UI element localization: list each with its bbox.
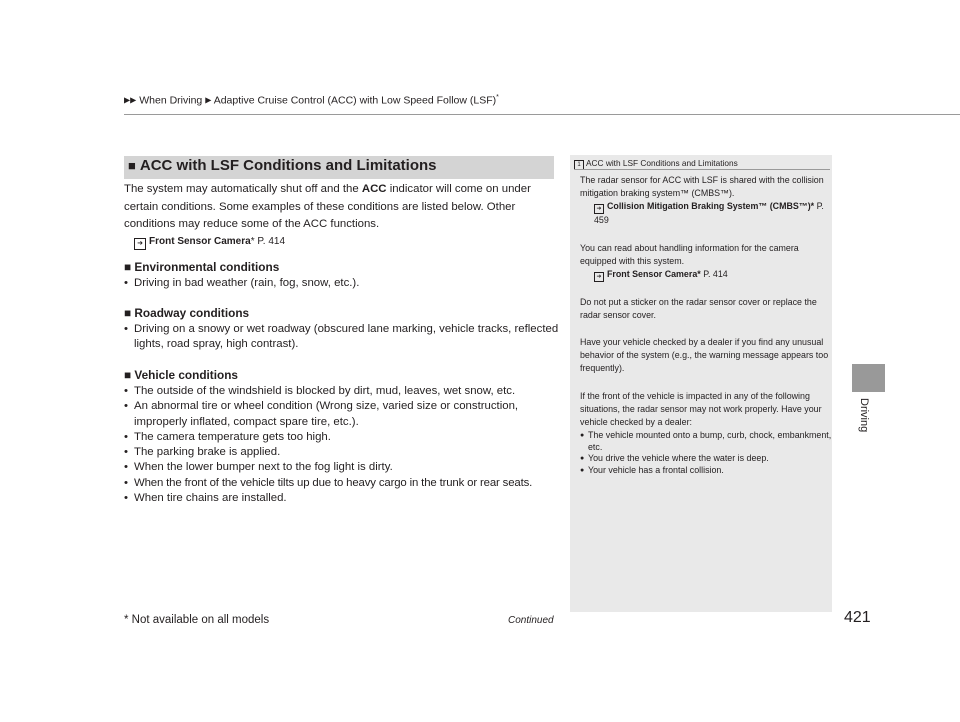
list-item: • When tire chains are installed. — [124, 491, 560, 506]
subheading-roadway: ■ Roadway conditions — [124, 306, 250, 320]
breadcrumb-asterisk: * — [496, 94, 499, 101]
subheading-text: Roadway conditions — [134, 306, 250, 320]
sidebar-paragraph: The radar sensor for ACC with LSF is shared with the collision mitigation braking system™ (CMBS™). — [580, 175, 824, 198]
list-item: ● You drive the vehicle where the water is deep. — [580, 453, 832, 465]
chapter-tab[interactable] — [852, 364, 885, 392]
front-sensor-camera-link[interactable] — [134, 236, 285, 250]
sidebar-divider — [574, 169, 830, 170]
section-title-text: ACC with LSF Conditions and Limitations — [139, 157, 437, 174]
list-item: ● Your vehicle has a frontal collision. — [580, 465, 832, 477]
section-title — [128, 157, 437, 174]
breadcrumb-arrow-icon: ▶ — [205, 95, 212, 105]
reference-arrow-icon: ➜ — [134, 238, 146, 250]
reference-arrow-icon: ➜ — [594, 272, 604, 282]
subheading-text: Environmental conditions — [134, 260, 280, 274]
breadcrumb — [124, 94, 499, 107]
roadway-list — [124, 322, 560, 353]
intro-paragraph — [124, 181, 554, 234]
environmental-list — [124, 276, 560, 291]
reference-asterisk: * — [250, 236, 255, 247]
list-item: • Driving in bad weather (rain, fog, snow, etc.). — [124, 276, 560, 291]
note-marker-icon: 1 — [574, 160, 584, 170]
vehicle-list — [124, 384, 560, 506]
list-item: • The camera temperature gets too high. — [124, 430, 560, 445]
reference-arrow-icon: ➜ — [594, 204, 604, 214]
sidebar-paragraph: Do not put a sticker on the radar sensor cover or replace the radar sensor cover. — [580, 297, 817, 320]
list-item: ● The vehicle mounted onto a bump, curb, chock, embankment, etc. — [580, 430, 832, 453]
list-item: • When the lower bumper next to the fog light is dirty. — [124, 460, 560, 475]
list-item: • Driving on a snowy or wet roadway (obscured lane marking, vehicle tracks, reflected lights, road spray, high contrast). — [124, 322, 560, 353]
sidebar-paragraph: You can read about handling information for the camera equipped with this system. — [580, 243, 799, 266]
breadcrumb-arrow-icon: ▶▶ — [124, 95, 137, 105]
page-number: 421 — [844, 609, 871, 626]
header-divider — [124, 114, 960, 115]
subheading-environmental: ■ Environmental conditions — [124, 260, 280, 274]
front-sensor-camera-link[interactable] — [580, 268, 728, 282]
breadcrumb-item-acc[interactable]: Adaptive Cruise Control (ACC) with Low Speed Follow (LSF) — [213, 94, 497, 107]
reference-page: P. 414 — [700, 269, 728, 279]
reference-label: Front Sensor Camera — [607, 269, 698, 279]
sidebar-paragraph: Have your vehicle checked by a dealer if you find any unusual behavior of the system (e.g., the warning message appears too frequently). — [580, 337, 829, 373]
acc-indicator-label: ACC — [361, 183, 387, 195]
footnote: * Not available on all models — [124, 614, 270, 626]
chapter-tab-label: Driving — [858, 398, 870, 433]
intro-text-continued: indicator will come on under certain conditions. Some examples of these conditions are listed below. Other conditions may reduce some of the ACC functions. — [124, 183, 531, 230]
reference-asterisk: * — [697, 269, 701, 279]
list-item: • When the front of the vehicle tilts up due to heavy cargo in the trunk or rear seats. — [124, 476, 560, 491]
reference-asterisk: * — [810, 201, 815, 211]
list-item: • The parking brake is applied. — [124, 445, 560, 460]
sidebar-title-text: ACC with LSF Conditions and Limitations — [586, 158, 738, 168]
sidebar-list — [580, 430, 832, 476]
continued-label: Continued — [508, 615, 554, 626]
intro-text: The system may automatically shut off and the — [124, 183, 362, 195]
list-item: • An abnormal tire or wheel condition (Wrong size, varied size or construction, improperly inflated, compact spare tire, etc.). — [124, 399, 560, 430]
breadcrumb-item-when-driving[interactable]: When Driving — [139, 94, 203, 107]
list-item: • The outside of the windshield is blocked by dirt, mud, leaves, wet snow, etc. — [124, 384, 560, 399]
section-square-icon: ■ — [128, 158, 136, 173]
subheading-vehicle: ■ Vehicle conditions — [124, 368, 238, 382]
cmbs-link[interactable] — [580, 200, 834, 227]
reference-label: Front Sensor Camera — [149, 236, 251, 247]
reference-page: P. 414 — [254, 236, 286, 247]
reference-label: Collision Mitigation Braking System™ (CMBS™) — [607, 201, 811, 211]
reference-page: P. 459 — [594, 201, 824, 225]
subheading-text: Vehicle conditions — [134, 368, 238, 382]
sidebar-paragraph: If the front of the vehicle is impacted in any of the following situations, the radar sensor may not work properly. Have your vehicle checked by a dealer: — [580, 391, 822, 427]
